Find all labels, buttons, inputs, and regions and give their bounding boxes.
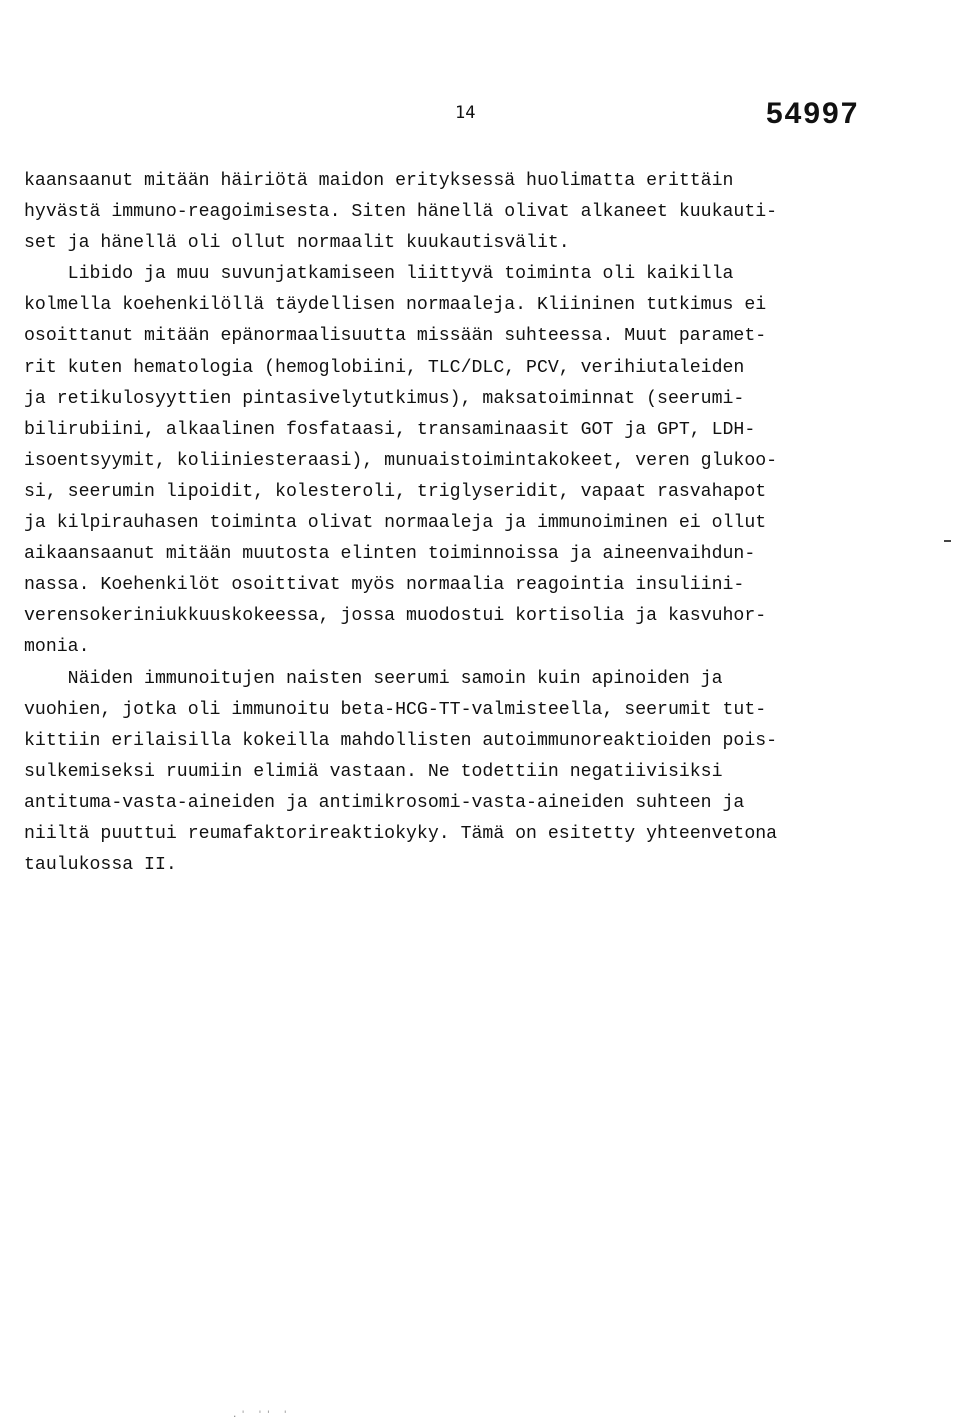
text-line: Näiden immunoitujen naisten seerumi samoin kuin apinoiden ja: [24, 668, 723, 689]
text-line: monia.: [24, 637, 90, 658]
scan-specks: .' '' ': [232, 1410, 291, 1420]
text-line: isoentsyymit, koliiniesteraasi), munuaistoimintakokeet, veren glukoo-: [24, 450, 778, 471]
patent-number: 54997: [766, 97, 860, 130]
text-line: aikaansaanut mitään muutosta elinten toiminnoissa ja aineenvaihdun-: [24, 544, 756, 565]
text-line: hyvästä immuno-reagoimisesta. Siten hänellä olivat alkaneet kuukauti-: [24, 202, 778, 223]
text-line: si, seerumin lipoidit, kolesteroli, triglyseridit, vapaat rasvahapot: [24, 481, 767, 502]
text-line: set ja hänellä oli ollut normaalit kuukautisvälit.: [24, 233, 570, 254]
text-line: kolmella koehenkilöllä täydellisen normaaleja. Kliininen tutkimus ei: [24, 295, 767, 316]
text-line: ja retikulosyyttien pintasivelytutkimus), maksatoiminnat (seerumi-: [24, 388, 745, 409]
text-line: bilirubiini, alkaalinen fosfataasi, transaminaasit GOT ja GPT, LDH-: [24, 419, 756, 440]
text-line: nassa. Koehenkilöt osoittivat myös normaalia reagointia insuliini-: [24, 575, 745, 596]
text-line: taulukossa II.: [24, 855, 177, 876]
text-line: osoittanut mitään epänormaalisuutta missään suhteessa. Muut paramet-: [24, 326, 767, 347]
text-line: kittiin erilaisilla kokeilla mahdollisten autoimmunoreaktioiden pois-: [24, 730, 778, 751]
text-line: niiltä puuttui reumafaktorireaktiokyky. Tämä on esitetty yhteenvetona: [24, 823, 778, 844]
text-line: ja kilpirauhasen toiminta olivat normaaleja ja immunoiminen ei ollut: [24, 513, 767, 534]
text-line: antituma-vasta-aineiden ja antimikrosomi-vasta-aineiden suhteen ja: [24, 792, 745, 813]
page-number: 14: [455, 103, 476, 123]
text-line: verensokeriniukkuuskokeessa, jossa muodostui kortisolia ja kasvuhor-: [24, 606, 767, 627]
text-line: sulkemiseksi ruumiin elimiä vastaan. Ne todettiin negatiivisiksi: [24, 761, 723, 782]
text-line: vuohien, jotka oli immunoitu beta-HCG-TT-valmisteella, seerumit tut-: [24, 699, 767, 720]
body-text: [24, 166, 944, 881]
margin-mark: [944, 540, 951, 542]
text-line: rit kuten hematologia (hemoglobiini, TLC/DLC, PCV, verihiutaleiden: [24, 357, 745, 378]
text-line: Libido ja muu suvunjatkamiseen liittyvä toiminta oli kaikilla: [24, 264, 734, 285]
text-line: kaansaanut mitään häiriötä maidon erityksessä huolimatta erittäin: [24, 171, 734, 191]
